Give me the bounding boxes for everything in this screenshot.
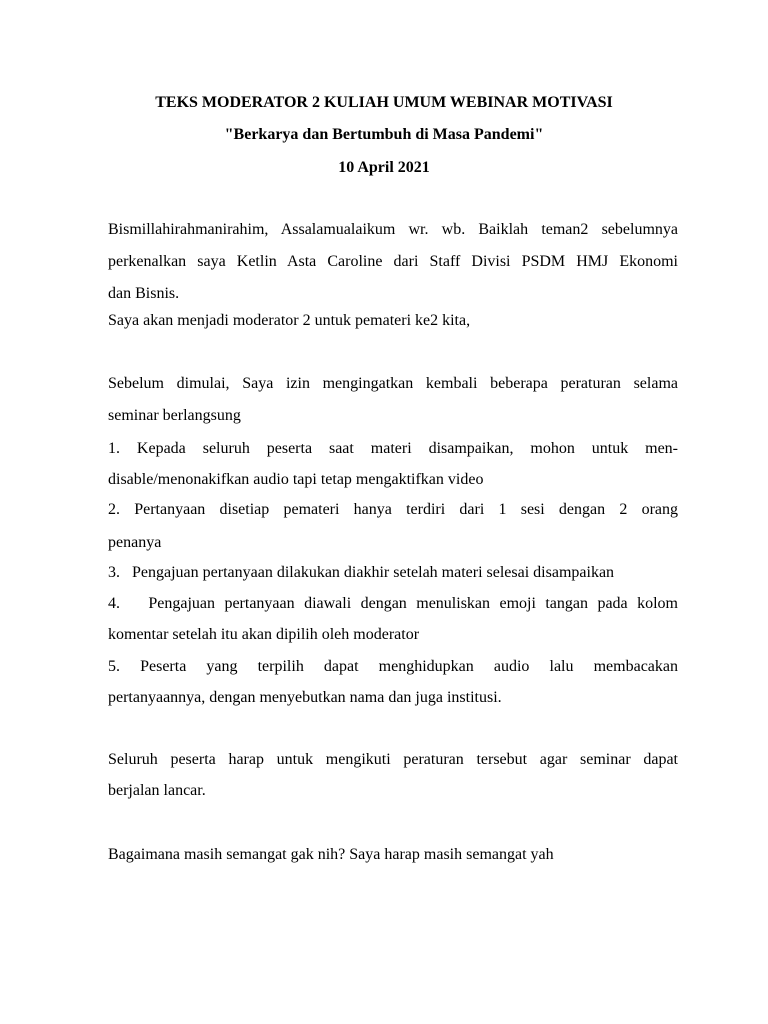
rules-intro-line: seminar berlangsung [108,407,241,424]
opening-line: perkenalkan saya Ketlin Asta Caroline dari Staff Divisi PSDM HMJ Ekonomi [108,253,678,270]
rules-intro-line: Sebelum dimulai, Saya izin mengingatkan kembali beberapa peraturan selama [108,375,678,392]
rule-line: komentar setelah itu akan dipilih oleh moderator [108,626,420,643]
rule-line: 4. Pengajuan pertanyaan diawali dengan menuliskan emoji tangan pada kolom [108,595,678,612]
rule-line: pertanyaannya, dengan menyebutkan nama dan juga institusi. [108,689,502,706]
closing-line: Seluruh peserta harap untuk mengikuti peraturan tersebut agar seminar dapat [108,751,678,768]
rule-line: 5. Peserta yang terpilih dapat menghidupkan audio lalu membacakan [108,658,678,675]
rule-line: 1. Kepada seluruh peserta saat materi disampaikan, mohon untuk men- [108,440,678,457]
document-subtitle: "Berkarya dan Bertumbuh di Masa Pandemi" [224,126,544,143]
opening-line: dan Bisnis. [108,285,180,302]
question-line: Bagaimana masih semangat gak nih? Saya harap masih semangat yah [108,846,554,863]
opening-line: Saya akan menjadi moderator 2 untuk pemateri ke2 kita, [108,312,471,329]
opening-line: Bismillahirahmanirahim, Assalamualaikum wr. wb. Baiklah teman2 sebelumnya [108,221,678,238]
rule-line: disable/menonakifkan audio tapi tetap mengaktifkan video [108,471,484,488]
rule-line: 3. Pengajuan pertanyaan dilakukan diakhir setelah materi selesai disampaikan [108,564,615,581]
document-title: TEKS MODERATOR 2 KULIAH UMUM WEBINAR MOTIVASI [155,94,613,111]
document-date: 10 April 2021 [338,159,430,176]
rule-line: penanya [108,534,162,551]
closing-line: berjalan lancar. [108,782,206,799]
rule-line: 2. Pertanyaan disetiap pemateri hanya terdiri dari 1 sesi dengan 2 orang [108,501,678,518]
